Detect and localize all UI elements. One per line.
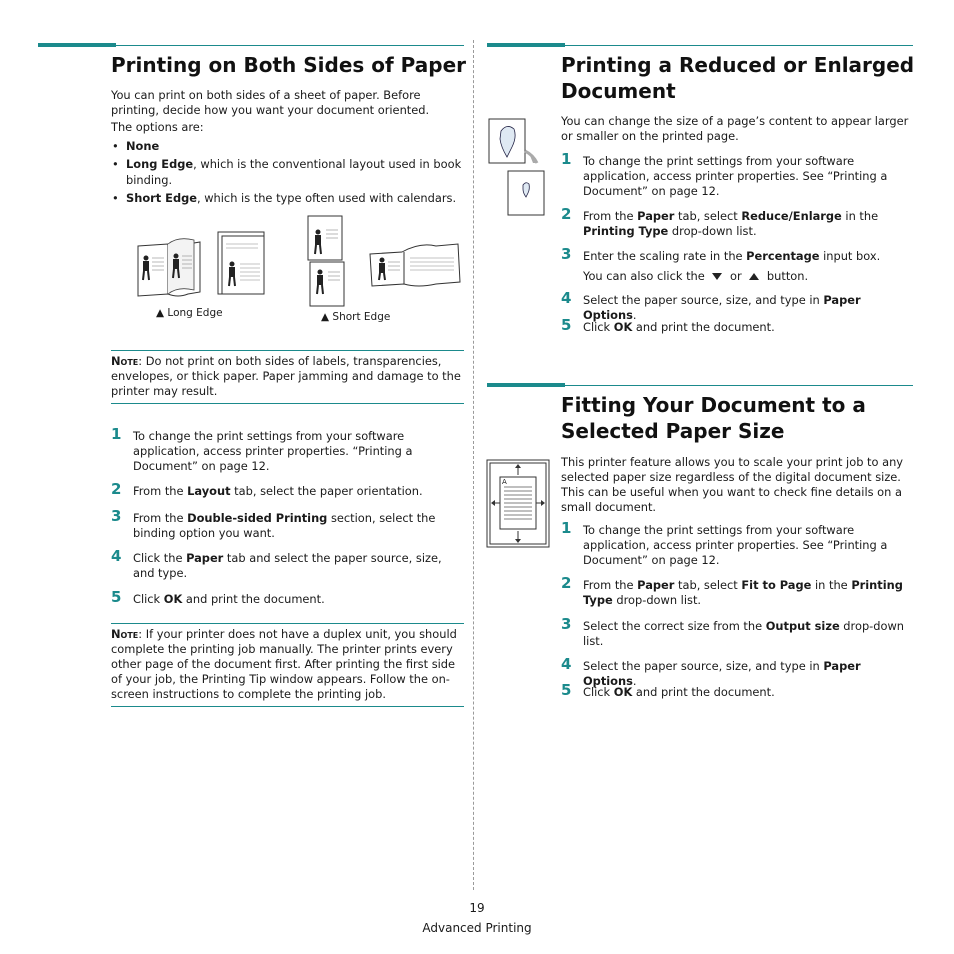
step-4	[561, 289, 913, 323]
step-text-run: To change the print settings from your software application, access printer properties. See “Printing a Document” on page 12.	[583, 523, 888, 567]
step-text	[583, 209, 913, 239]
step-text-run: drop-down list.	[583, 619, 905, 648]
heading-fit-to-page	[561, 392, 866, 444]
step-number: 4	[111, 547, 122, 565]
step-5	[111, 588, 463, 607]
step-text-bold: Percentage	[746, 249, 820, 263]
step-text-run: input box.	[819, 249, 881, 263]
heading-line-1: Printing a Reduced or Enlarged	[561, 53, 915, 77]
step-number: 4	[561, 655, 572, 673]
step-text-bold: Fit to Page	[741, 578, 812, 592]
long-edge-illustration	[138, 232, 264, 296]
option-name: Long Edge	[126, 157, 194, 171]
step-text-run: Select the paper source, size, and type in	[583, 293, 824, 307]
step-text	[583, 523, 913, 568]
option-item	[111, 138, 467, 154]
step-text	[583, 154, 913, 199]
step-text-run: .	[632, 674, 637, 688]
intro-fit-to-page: This printer feature allows you to scale your print job to any selected paper size regardless of the digital document size. This can be useful when you want to check fine details on a small document.	[561, 455, 904, 514]
step-text-bold: Double-sided Printing	[187, 511, 328, 525]
step-text-bold: Paper	[637, 578, 675, 592]
heading-line-4: Selected Paper Size	[561, 419, 785, 443]
step-text	[133, 551, 463, 581]
note-2-text: : If your printer does not have a duplex unit, you should complete the printing job manually. The printer prints every other page of the document first. After printing the first side of your job, the Printing Tip window appears. Follow the on-screen instructions to complete the printing job.	[111, 627, 457, 701]
option-item	[111, 190, 467, 206]
heading-both-sides: Printing on Both Sides of Paper	[111, 53, 467, 77]
step-number: 1	[111, 425, 122, 443]
option-name: Short Edge	[126, 191, 197, 205]
step-number: 1	[561, 150, 572, 168]
step-text-run: Select the paper source, size, and type in	[583, 659, 824, 673]
note-box-2	[111, 623, 464, 707]
step-text-run: Click	[583, 685, 614, 699]
step-number: 5	[561, 681, 572, 699]
hint-prefix: You can also click the	[583, 269, 709, 283]
step-1	[561, 150, 913, 199]
note-1-label: Note	[111, 354, 139, 368]
step-text-run: To change the print settings from your software application, access printer properties. “Printing a Document” on page 12.	[133, 429, 413, 473]
step-text-run: Select the correct size from the	[583, 619, 766, 633]
heading-rule-accent-3	[487, 383, 565, 387]
step-text-run: in the	[811, 578, 852, 592]
step-text-run: Enter the scaling rate in the	[583, 249, 747, 263]
heading-rule	[116, 45, 464, 46]
step-number: 3	[111, 507, 122, 525]
step-1	[111, 425, 463, 474]
footer-section: Advanced Printing	[422, 921, 532, 935]
heading-line-3: Fitting Your Document to a	[561, 393, 866, 417]
step-text-bold: Paper	[637, 209, 675, 223]
step-text-run: tab, select	[674, 209, 742, 223]
step-text	[133, 429, 463, 474]
step-number: 5	[561, 316, 572, 334]
step-1	[561, 519, 913, 568]
step-number: 1	[561, 519, 572, 537]
note-2-label: Note	[111, 627, 139, 641]
step-text	[133, 592, 463, 607]
step-2	[561, 574, 913, 608]
step-text-bold: OK	[163, 592, 183, 606]
step-text	[583, 293, 913, 323]
short-edge-illustration	[308, 216, 460, 306]
note-box-1	[111, 350, 464, 404]
step-number: 3	[561, 245, 572, 263]
step-3	[111, 507, 463, 541]
step-text-bold: Paper Options	[583, 659, 861, 688]
arrow-up-icon	[749, 273, 759, 280]
step-text-run: drop-down list.	[668, 224, 757, 238]
intro-reduce-enlarge: You can change the size of a page’s content to appear larger or smaller on the printed page.	[561, 114, 909, 143]
step-number: 4	[561, 289, 572, 307]
step-number: 2	[561, 574, 572, 592]
step-text	[583, 685, 913, 700]
step-text-run: section, select the binding option you want.	[133, 511, 436, 540]
column-divider	[473, 40, 474, 890]
step-text	[583, 249, 913, 264]
step-text	[133, 484, 463, 499]
step-text-bold: Reduce/Enlarge	[741, 209, 842, 223]
step-text-run: To change the print settings from your software application, access printer properties. See “Printing a Document” on page 12.	[583, 154, 888, 198]
note-2	[111, 624, 464, 706]
step-text-run: in the	[841, 209, 879, 223]
step-text-run: tab and select the paper source, size, and type.	[133, 551, 442, 580]
fit-page-figure	[486, 459, 550, 548]
option-item	[111, 156, 467, 188]
option-description: , which is the type often used with calendars.	[196, 191, 457, 205]
caption-long-edge: ▲ Long Edge	[156, 307, 223, 319]
step-text-run: and print the document.	[632, 685, 775, 699]
step-text	[133, 511, 463, 541]
intro-both-sides: You can print on both sides of a sheet of paper. Before printing, decide how you want your document oriented.	[111, 88, 430, 117]
note-1	[111, 351, 464, 403]
step-text-bold: Layout	[187, 484, 231, 498]
step-text-run: From the	[583, 578, 638, 592]
step-3	[561, 245, 913, 264]
options-list	[111, 138, 467, 208]
heading-rule-2	[565, 45, 913, 46]
step-number: 2	[111, 480, 122, 498]
arrow-down-icon	[712, 273, 722, 280]
step-text-bold: OK	[613, 685, 633, 699]
step-text-run: Click the	[133, 551, 187, 565]
step-text-run: From the	[133, 511, 188, 525]
step-2	[561, 205, 913, 239]
step-text-run: Click	[133, 592, 164, 606]
heading-line-2: Document	[561, 79, 676, 103]
step-5	[561, 681, 913, 700]
scaling-figure	[487, 117, 552, 219]
hint-or: or	[726, 269, 746, 283]
step-2	[111, 480, 463, 499]
step-number: 5	[111, 588, 122, 606]
heading-rule-accent-2	[487, 43, 565, 47]
step-text-bold: Paper	[186, 551, 224, 565]
step-text-run: Click	[583, 320, 614, 334]
step-text-run: From the	[133, 484, 188, 498]
step-text	[583, 619, 913, 649]
step-text	[583, 320, 913, 335]
step-text-run: drop-down list.	[612, 593, 702, 607]
step-text-run: tab, select the paper orientation.	[230, 484, 423, 498]
step-text-run: and print the document.	[182, 592, 325, 606]
step-text-bold: Output size	[765, 619, 840, 633]
step-4	[111, 547, 463, 581]
heading-reduce-enlarge	[561, 52, 914, 104]
step-3	[561, 615, 913, 649]
options-label: The options are:	[111, 120, 204, 134]
step-text-run: From the	[583, 209, 638, 223]
duplex-figure	[130, 214, 470, 314]
step-text-run: tab, select	[674, 578, 742, 592]
step-text-run: .	[632, 308, 637, 322]
page-number: 19	[469, 901, 485, 915]
step-5	[561, 316, 913, 335]
figure-letter: A	[502, 478, 507, 486]
option-name: None	[126, 139, 160, 153]
hint-suffix: button.	[763, 269, 809, 283]
heading-rule-accent	[38, 43, 116, 47]
step-text-bold: OK	[613, 320, 633, 334]
step-text	[583, 578, 913, 608]
step-number: 3	[561, 615, 572, 633]
heading-rule-3	[565, 385, 913, 386]
click-buttons-hint	[583, 269, 913, 284]
step-text-bold: Printing Type	[583, 224, 669, 238]
step-number: 2	[561, 205, 572, 223]
step-text-bold: Paper Options	[583, 293, 861, 322]
note-1-text: : Do not print on both sides of labels, transparencies, envelopes, or thick paper. Paper jamming and damage to the printer may result.	[111, 354, 461, 398]
caption-short-edge: ▲ Short Edge	[321, 311, 391, 323]
option-description: , which is the conventional layout used in book binding.	[126, 157, 462, 187]
step-text-bold: Printing Type	[583, 578, 903, 607]
step-text-run: and print the document.	[632, 320, 775, 334]
